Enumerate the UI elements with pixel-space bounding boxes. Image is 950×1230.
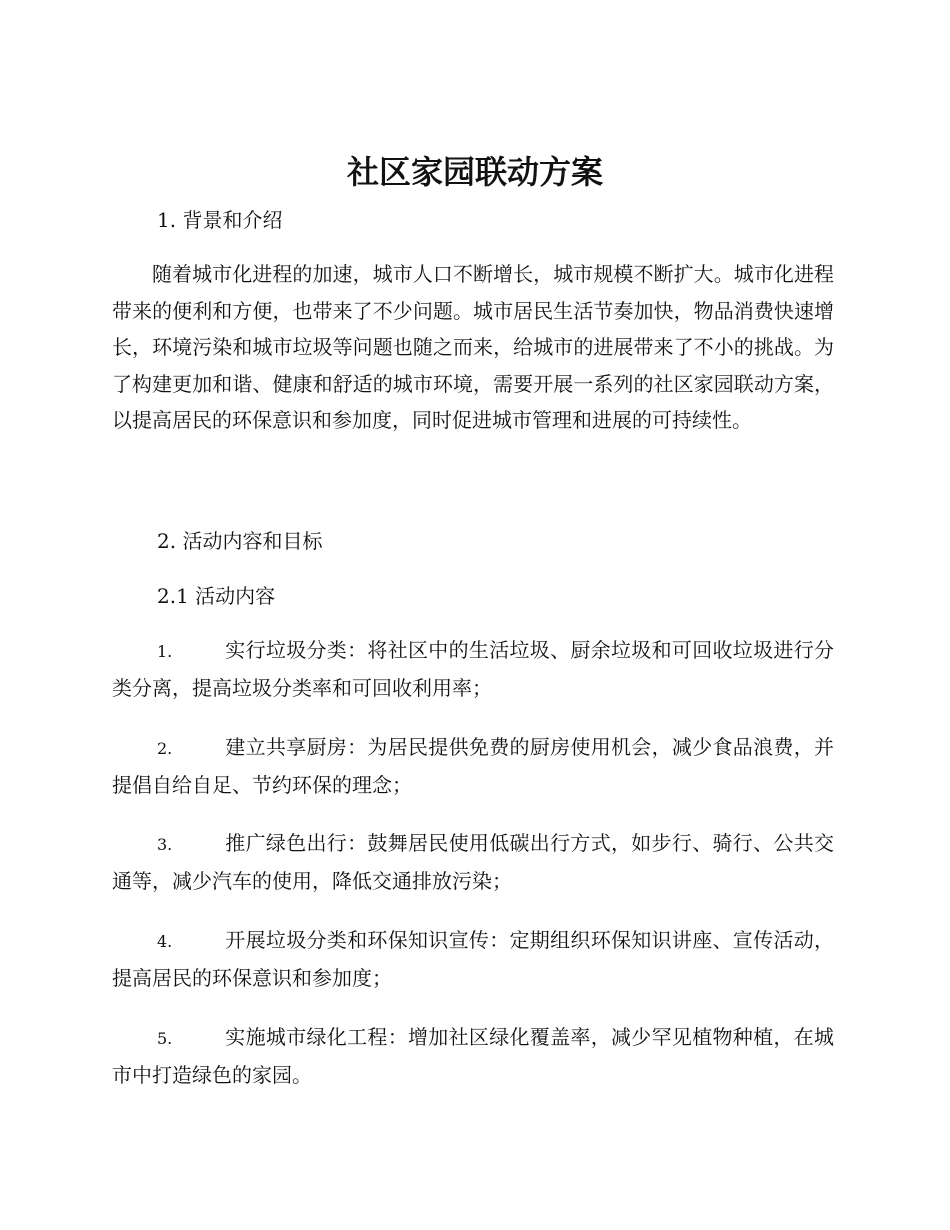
subsection-heading-activity-content: 2.1 活动内容 — [157, 584, 276, 608]
list-item — [112, 729, 834, 804]
list-item-text: 建立共享厨房：为居民提供免费的厨房使用机会，减少食品浪费，并提倡自给自足、节约环保的理念； — [112, 735, 834, 797]
section-heading-background: 1. 背景和介绍 — [157, 208, 283, 232]
list-item — [112, 825, 834, 900]
list-item — [112, 922, 834, 997]
list-item-text: 实行垃圾分类：将社区中的生活垃圾、厨余垃圾和可回收垃圾进行分类分离，提高垃圾分类率和可回收利用率； — [112, 638, 834, 700]
list-item-number: 3. — [157, 835, 173, 854]
list-item-number: 1. — [157, 642, 173, 661]
list-item-number: 4. — [157, 932, 173, 951]
list-item — [112, 632, 834, 707]
list-item-text: 推广绿色出行：鼓舞居民使用低碳出行方式，如步行、骑行、公共交通等，减少汽车的使用，降低交通排放污染； — [112, 831, 834, 893]
list-item-text: 开展垃圾分类和环保知识宣传：定期组织环保知识讲座、宣传活动，提高居民的环保意识和参加度； — [112, 928, 834, 990]
list-item-number: 2. — [157, 739, 173, 758]
document-title: 社区家园联动方案 — [346, 153, 603, 191]
list-item-text: 实施城市绿化工程：增加社区绿化覆盖率，减少罕见植物种植，在城市中打造绿色的家园。 — [112, 1025, 834, 1087]
list-item-number: 5. — [157, 1029, 173, 1048]
section-heading-activities: 2. 活动内容和目标 — [157, 529, 323, 553]
list-item — [112, 1019, 834, 1094]
background-paragraph: 随着城市化进程的加速，城市人口不断增长，城市规模不断扩大。城市化进程带来的便利和方便，也带来了不少问题。城市居民生活节奏加快，物品消费快速增长，环境污染和城市垃圾等问题也随之而来，给城市的进展带来了不小的挑战。为了构建更加和谐、健康和舒适的城市环境，需要开展一系列的社区家园联动方案，以提高居民的环保意识和参加度，同时促进城市管理和进展的可持续性。 — [112, 262, 834, 432]
